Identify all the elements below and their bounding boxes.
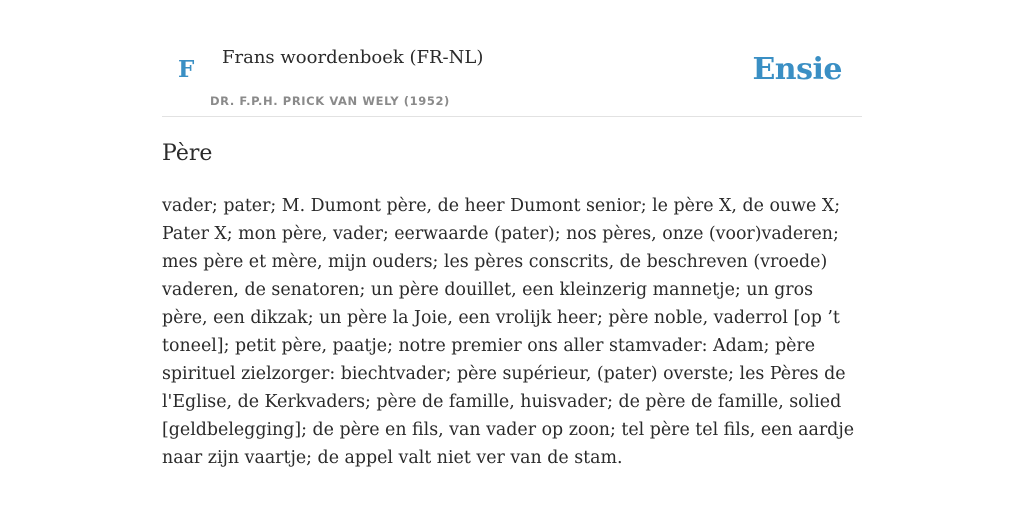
entry-title: Père <box>162 141 213 166</box>
dictionary-title-link[interactable]: Frans woordenboek (FR-NL) <box>222 47 484 68</box>
book-initial-icon[interactable]: F <box>178 56 195 83</box>
dictionary-header <box>162 0 862 117</box>
brand-logo[interactable]: Ensie <box>752 52 842 87</box>
entry-definition: vader; pater; M. Dumont père, de heer Dumont senior; le père X, de ouwe X; Pater X; mon père, vader; eerwaarde (pater); nos pères, onze (voor)vaderen; mes père et mère, mijn ouders; les pères conscrits, de beschreven (vroede) vaderen, de senatoren; un père douillet, een kleinzerig mannetje; un gros père, een dikzak; un père la Joie, een vrolijk heer; père noble, vaderrol [op ’t toneel]; petit père, paatje; notre premier ons aller stamvader: Adam; père spirituel zielzorger: biechtvader; père supérieur, (pater) overste; les Pères de l'Eglise, de Kerkvaders; père de famille, huisvader; de père de famille, solied [geldbelegging]; de père en fils, van vader op zoon; tel père tel fils, een aardje naar zijn vaartje; de appel valt niet ver van de stam. <box>162 196 854 468</box>
page <box>162 0 862 512</box>
dictionary-author: DR. F.P.H. PRICK VAN WELY (1952) <box>210 94 450 108</box>
